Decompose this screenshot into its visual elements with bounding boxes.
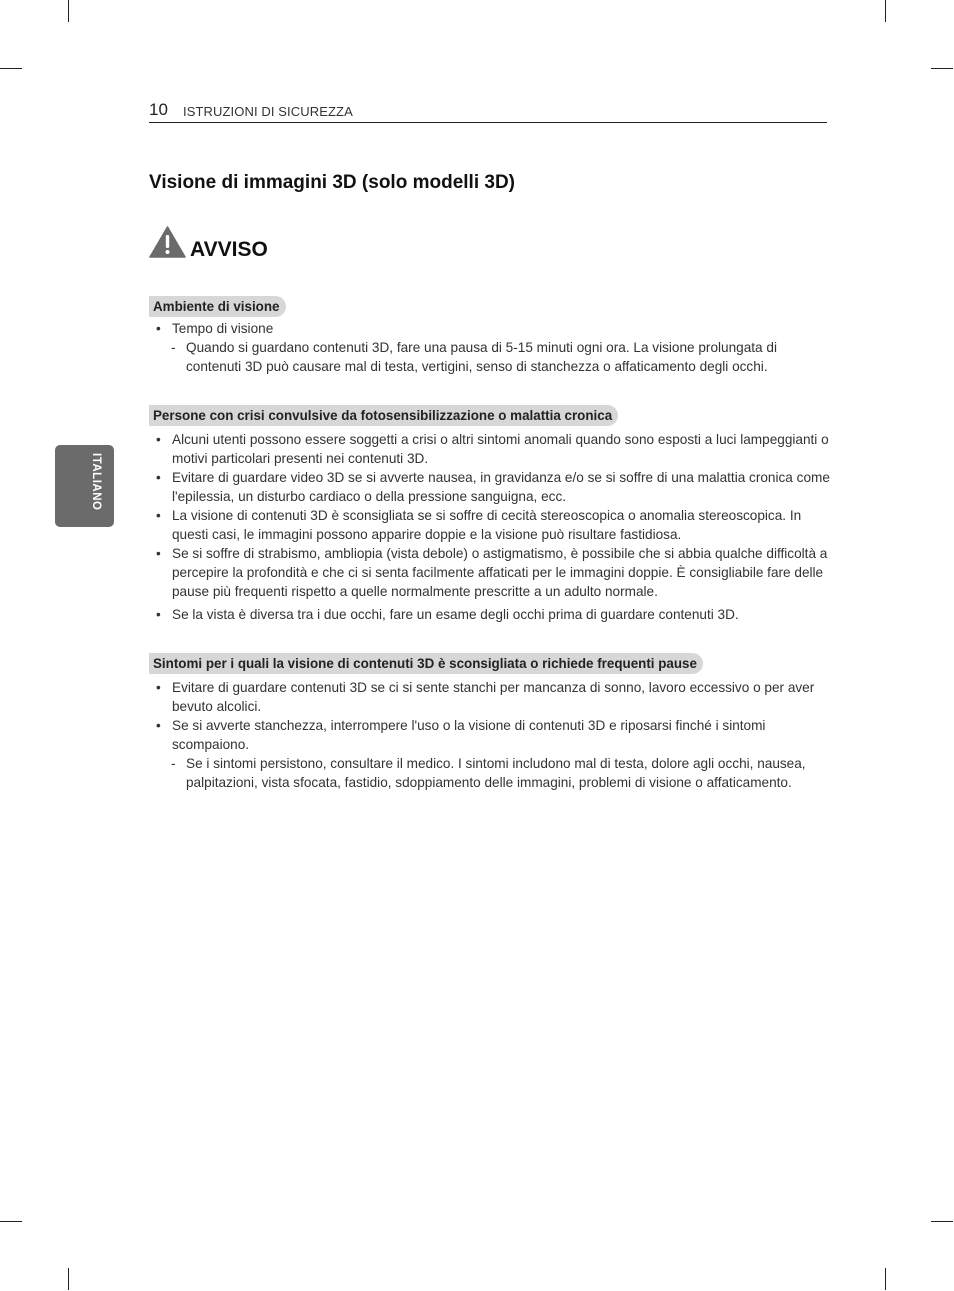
bullet-list (155, 319, 835, 376)
list-item-text: Tempo di visione (172, 321, 274, 336)
list-item-text: Evitare di guardare contenuti 3D se ci si sente stanchi per mancanza di sonno, lavoro eccessivo o per aver bevuto alcolici. (172, 680, 815, 714)
bullet-icon: • (156, 718, 161, 733)
crop-mark (68, 1268, 69, 1290)
list-item (155, 716, 835, 754)
crop-mark (885, 1268, 886, 1290)
warning-label: AVVISO (190, 238, 268, 261)
sub-list-item (155, 338, 835, 376)
list-item-text: Evitare di guardare video 3D se si avverte nausea, in gravidanza e/o se si soffre di una malattia cronica come l'epilessia, un disturbo cardiaco o della pressione sanguigna, ecc. (172, 470, 830, 504)
bullet-icon: • (156, 607, 161, 622)
list-item-text: Se si soffre di strabismo, ambliopia (vista debole) o astigmatismo, è possibile che si abbia qualche difficoltà a percepire la profondità e che ci si senta facilmente affaticati per le immagini doppie. È consigliabile fare delle pause più frequenti rispetto a quelle normalmente prescritte a un adulto normale. (172, 546, 828, 599)
list-item-text: Alcuni utenti possono essere soggetti a crisi o altri sintomi anomali quando sono esposti a luci lampeggianti o motivi particolari presenti nei contenuti 3D. (172, 432, 829, 466)
bullet-icon: • (156, 546, 161, 561)
subheading-viewing-environment: Ambiente di visione (149, 296, 286, 317)
crop-mark (0, 1221, 22, 1222)
crop-mark (0, 68, 22, 69)
list-item (155, 605, 835, 624)
list-item-text: Se la vista è diversa tra i due occhi, fare un esame degli occhi prima di guardare contenuti 3D. (172, 607, 739, 622)
bullet-list (155, 430, 835, 624)
crop-mark (68, 0, 69, 22)
bullet-icon: • (156, 470, 161, 485)
language-tab-label: ITALIANO (90, 453, 102, 511)
page-number: 10 (149, 100, 168, 119)
bullet-icon: • (156, 508, 161, 523)
subheading-photosensitive: Persone con crisi convulsive da fotosensibilizzazione o malattia cronica (149, 405, 618, 426)
sub-list-item (155, 754, 835, 792)
list-item (155, 319, 835, 338)
dash-icon: - (171, 340, 176, 355)
warning-triangle-icon (149, 226, 186, 258)
sub-item-text: Se i sintomi persistono, consultare il medico. I sintomi includono mal di testa, dolore agli occhi, nausea, palpitazioni, vista sfocata, fastidio, sdoppiamento delle immagini, problemi di visione o affaticamento. (186, 756, 806, 790)
list-item-text: Se si avverte stanchezza, interrompere l'uso o la visione di contenuti 3D e riposarsi finché i sintomi scompaiono. (172, 718, 766, 752)
crop-mark (931, 1221, 953, 1222)
bullet-icon: • (156, 680, 161, 695)
subheading-symptoms: Sintomi per i quali la visione di contenuti 3D è sconsigliata o richiede frequenti pause (149, 653, 703, 674)
list-item (155, 468, 835, 506)
running-title: ISTRUZIONI DI SICUREZZA (183, 104, 353, 119)
list-item (155, 506, 835, 544)
list-item (155, 678, 835, 716)
bullet-icon: • (156, 321, 161, 336)
bullet-list (155, 678, 835, 792)
language-tab (55, 445, 114, 527)
list-item (155, 430, 835, 468)
sub-item-text: Quando si guardano contenuti 3D, fare una pausa di 5-15 minuti ogni ora. La visione prolungata di contenuti 3D può causare mal di testa, vertigini, senso di stanchezza o affaticamento degli occhi. (186, 340, 777, 374)
bullet-icon: • (156, 432, 161, 447)
list-item-text: La visione di contenuti 3D è sconsigliata se si soffre di cecità stereoscopica o anomalia stereoscopica. In questi casi, le immagini possono apparire doppie e la visione può risultare fastidiosa. (172, 508, 802, 542)
section-title: Visione di immagini 3D (solo modelli 3D) (149, 172, 515, 193)
page-header (149, 100, 827, 123)
list-item (155, 544, 835, 601)
crop-mark (885, 0, 886, 22)
crop-mark (931, 68, 953, 69)
dash-icon: - (171, 756, 176, 771)
